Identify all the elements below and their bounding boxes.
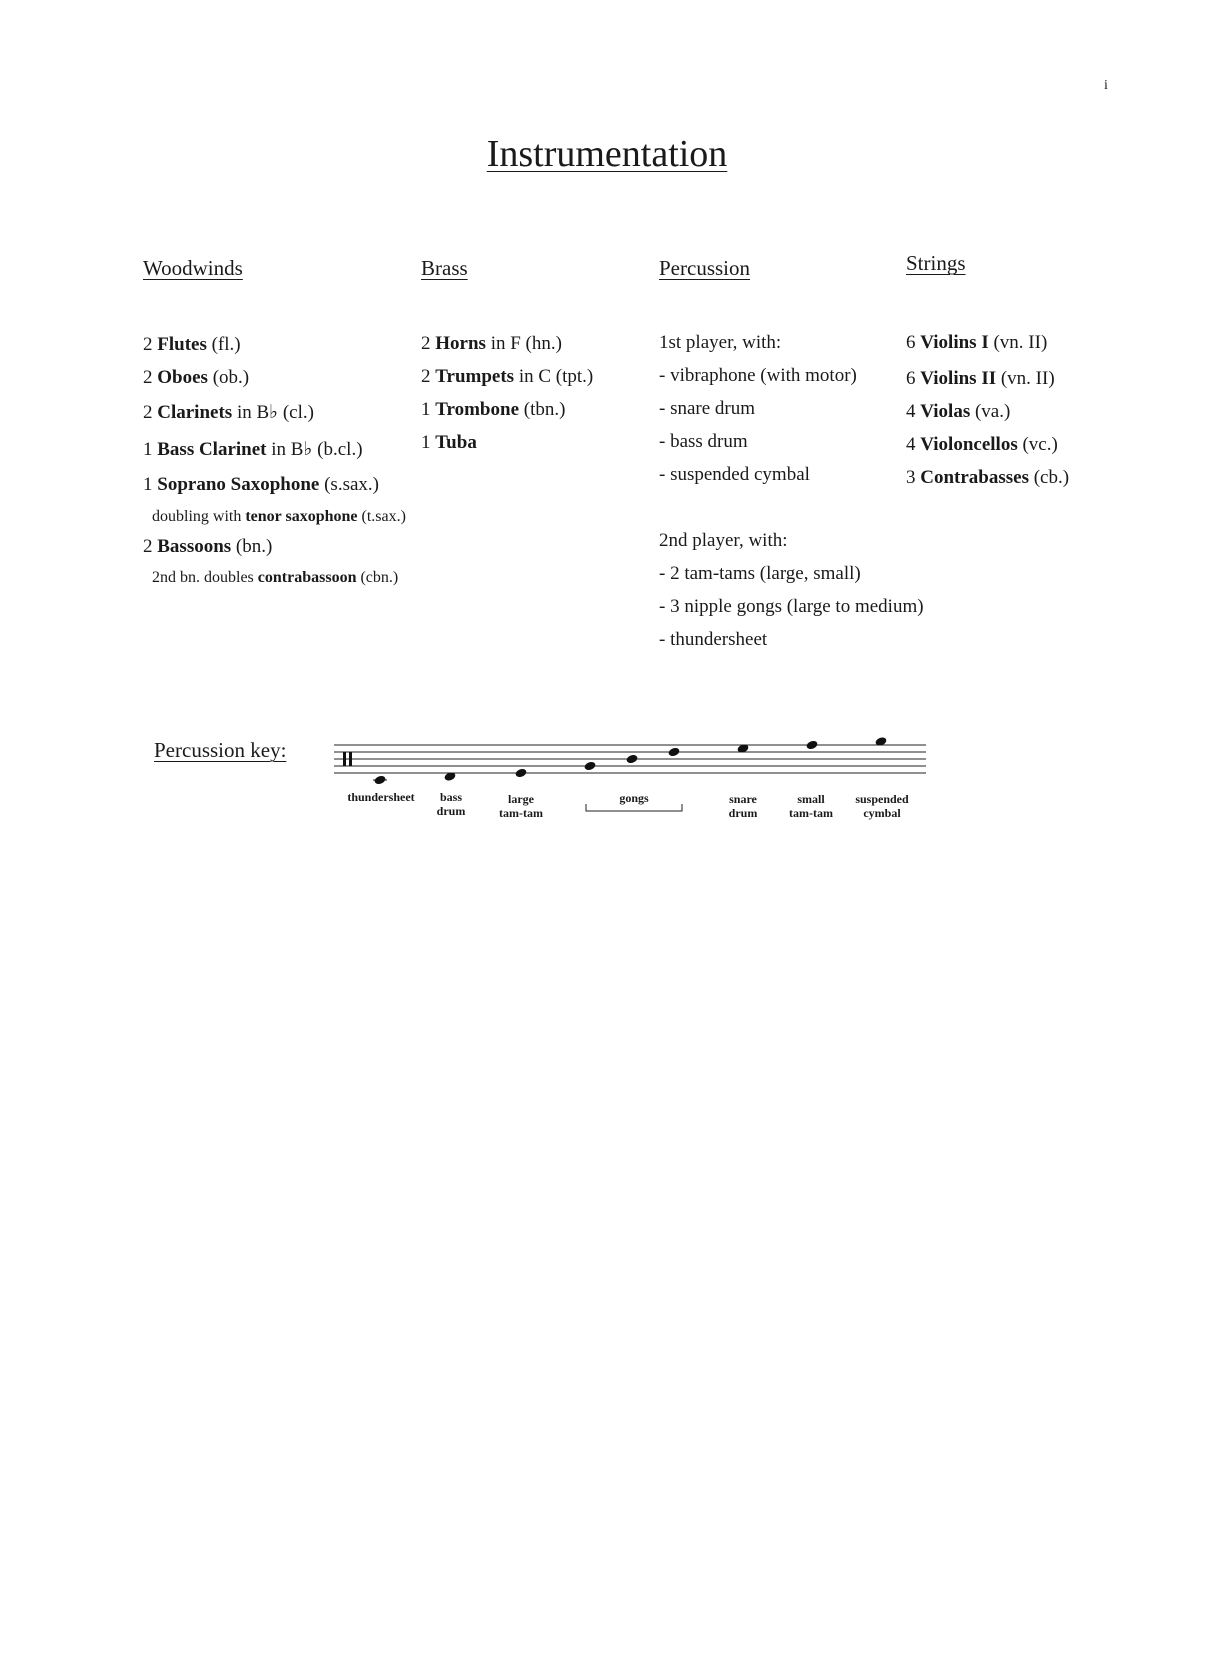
key-label-large-tam-tam-text: large tam-tam (499, 792, 543, 820)
key-label-small-tam-tam (789, 792, 833, 820)
brass-item: 2 Horns in F (hn.) (421, 333, 562, 354)
note-gong-small (668, 747, 680, 756)
brass-item: 2 Trumpets in C (tpt.) (421, 366, 594, 387)
key-label-thundersheet: thundersheet (347, 790, 415, 804)
percussion-item: 2nd player, with: (659, 530, 788, 551)
percussion-item: 1st player, with: (659, 332, 782, 353)
page-title: Instrumentation (486, 133, 728, 175)
brass-item: 1 Tuba (421, 432, 477, 453)
clef-bar (343, 752, 346, 766)
bracket-line (586, 804, 682, 811)
note-small-tam-tam (806, 740, 818, 749)
note-thundersheet (374, 775, 386, 784)
strings-item: 6 Violins II (vn. II) (906, 368, 1055, 389)
notes (373, 737, 887, 785)
woodwind-item: 1 Soprano Saxophone (s.sax.) (143, 474, 379, 495)
strings-item: 6 Violins I (vn. II) (906, 332, 1048, 353)
key-label-bass-drum (437, 790, 466, 818)
page-number: i (1104, 78, 1108, 93)
key-label-large-tam-tam (499, 792, 543, 820)
brass-item: 1 Trombone (tbn.) (421, 399, 566, 420)
percussion-item: - 2 tam-tams (large, small) (659, 563, 861, 584)
note-gong-large (584, 761, 596, 770)
woodwind-item: 2 Bassoons (bn.) (143, 536, 273, 557)
woodwind-item: 2 Flutes (fl.) (143, 334, 241, 355)
percussion-item: - suspended cymbal (659, 464, 810, 485)
percussion-item: - vibraphone (with motor) (659, 365, 857, 386)
gongs-bracket (586, 804, 682, 811)
woodwind-item: 2 Oboes (ob.) (143, 367, 250, 388)
strings-item: 3 Contrabasses (cb.) (906, 467, 1070, 488)
strings-heading: Strings (906, 251, 966, 275)
percussion-item: - bass drum (659, 431, 748, 452)
percussion-heading: Percussion (659, 256, 750, 280)
key-label-suspended-cymbal (855, 792, 908, 820)
percussion-key-staff (330, 730, 930, 840)
key-label-small-tam-tam-text: small tam-tam (789, 792, 833, 820)
key-label-suspended-cymbal-text: suspended cymbal (855, 792, 909, 820)
woodwinds-heading: Woodwinds (143, 256, 243, 280)
brass-column (421, 256, 641, 456)
percussion-column (659, 256, 929, 656)
note-gong-mid (626, 754, 638, 763)
brass-heading: Brass (421, 256, 468, 280)
woodwind-item: 2 Clarinets in B♭ (cl.) (143, 402, 314, 423)
note-large-tam-tam (515, 768, 527, 777)
woodwinds-column (143, 256, 423, 596)
key-label-gongs: gongs (619, 791, 649, 805)
percussion-item: - 3 nipple gongs (large to medium) (659, 596, 924, 617)
percussion-item: - thundersheet (659, 629, 768, 650)
percussion-item: - snare drum (659, 398, 756, 419)
strings-item: 4 Violoncellos (vc.) (906, 434, 1058, 455)
percussion-key-label: Percussion key: (154, 738, 287, 762)
woodwind-item-note: 2nd bn. doubles contrabassoon (cbn.) (152, 569, 399, 586)
key-label-snare-drum-text: snare drum (728, 792, 758, 820)
clef-bar (349, 752, 352, 766)
key-label-bass-drum-text: bass drum (436, 790, 466, 818)
key-label-snare-drum (729, 792, 758, 820)
woodwind-item: 1 Bass Clarinet in B♭ (b.cl.) (143, 439, 363, 460)
strings-column (906, 251, 1116, 491)
woodwind-item-note: doubling with tenor saxophone (t.sax.) (152, 508, 406, 525)
strings-item: 4 Violas (va.) (906, 401, 1011, 422)
